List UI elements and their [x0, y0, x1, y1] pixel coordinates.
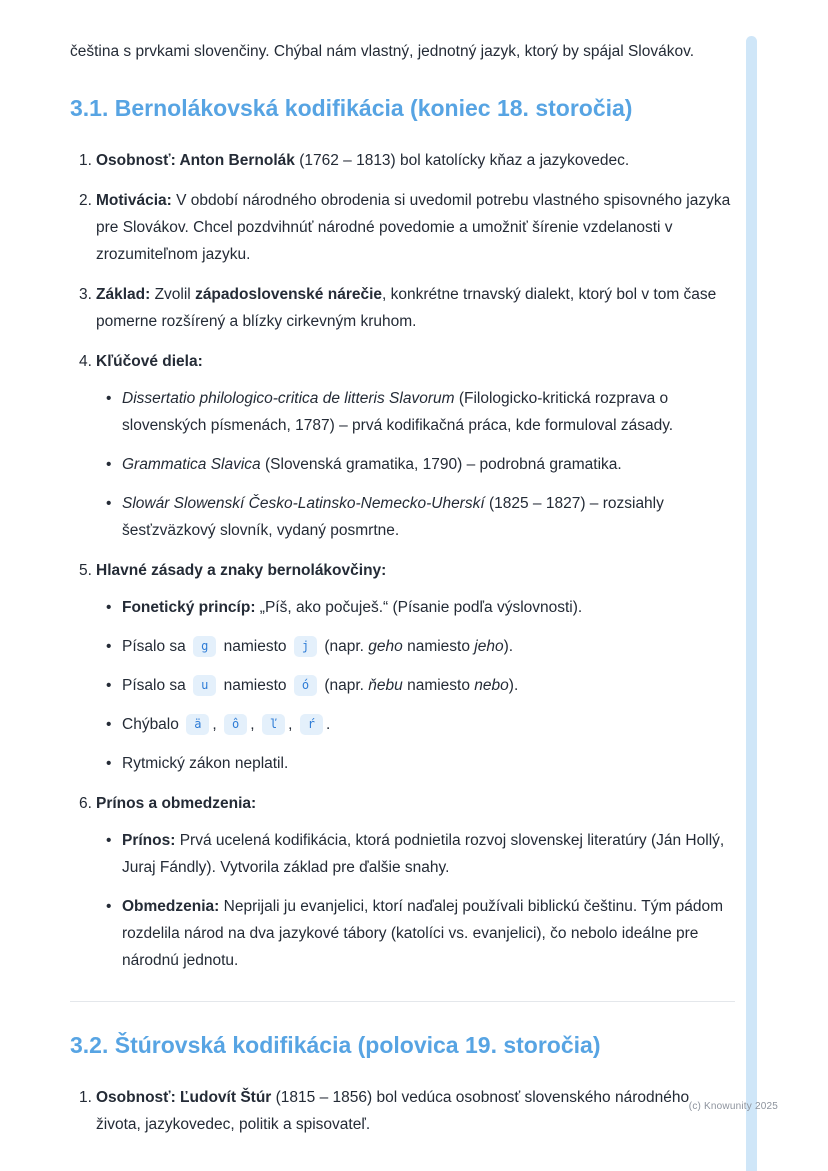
text-segment: Grammatica Slavica — [122, 456, 261, 473]
sub-list-item — [106, 750, 735, 777]
bullet-marker: • — [106, 390, 112, 407]
text-segment: Slowár Slowenskí Česko-Latinsko-Nemecko-Uherskí — [122, 495, 485, 512]
inline-code: ŕ — [300, 714, 323, 735]
intro-paragraph: čeština s prvkami slovenčiny. Chýbal nám vlastný, jednotný jazyk, ktorý by spájal Slovákov. — [70, 43, 694, 60]
list-item-text — [96, 1084, 735, 1138]
list-item — [70, 187, 735, 268]
text-segment: Písalo sa — [122, 677, 191, 694]
text-segment: Kľúčové diela: — [96, 353, 203, 370]
sub-list-item — [106, 490, 735, 544]
text-segment: „Píš, ako počuješ.“ (Písanie podľa výslovnosti). — [255, 599, 583, 616]
text-segment: Prínos: — [122, 832, 176, 849]
bullet-marker: • — [106, 495, 112, 512]
text-segment: Fonetický princíp: — [122, 599, 256, 616]
bullet-marker: • — [106, 638, 112, 655]
text-segment: Dissertatio philologico-critica de litteris Slavorum — [122, 390, 455, 407]
text-segment: Neprijali ju evanjelici, ktorí naďalej používali biblickú češtinu. Tým pádom rozdelila národ na dva jazykové tábory (katolíci vs. evanjelici), čo nebolo ideálne pre národnú jednotu. — [122, 898, 724, 969]
sub-list-item — [106, 594, 735, 621]
text-segment: namiesto — [219, 638, 291, 655]
bullet-marker: • — [106, 456, 112, 473]
inline-code: ó — [294, 675, 317, 696]
text-segment: Obmedzenia: — [122, 898, 220, 915]
list-number: 1. — [79, 152, 92, 169]
text-segment: západoslovenské nárečie — [195, 286, 383, 303]
sub-list-item-text — [122, 594, 735, 621]
list-item — [70, 147, 735, 174]
sub-list — [96, 594, 735, 777]
list-number: 3. — [79, 286, 92, 303]
copyright-footer: (c) Knowunity 2025 — [688, 1101, 778, 1112]
text-segment: Písalo sa — [122, 638, 191, 655]
inline-code: ô — [224, 714, 247, 735]
text-segment: , — [288, 716, 297, 733]
text-segment: nebo — [474, 677, 509, 694]
text-segment: Hlavné zásady a znaky bernolákovčiny: — [96, 562, 387, 579]
sub-list-item — [106, 672, 735, 699]
list-item-body — [96, 1084, 735, 1138]
list-item-body — [96, 147, 735, 174]
text-segment: . — [326, 716, 331, 733]
text-segment: Prínos a obmedzenia: — [96, 795, 257, 812]
section-3-1-heading: 3.1. Bernolákovská kodifikácia (koniec 18. storočia) — [70, 95, 633, 121]
sub-list-item-text — [122, 672, 735, 699]
sub-list-item-text — [122, 711, 735, 738]
list-item — [70, 1084, 735, 1138]
text-segment: , — [250, 716, 259, 733]
text-segment: ). — [503, 638, 514, 655]
sub-list-item-text — [122, 893, 735, 974]
sub-list-item-text — [122, 490, 735, 544]
sub-list-item-text — [122, 633, 735, 660]
sub-list-item-text — [122, 750, 735, 777]
section-3-2-heading: 3.2. Štúrovská kodifikácia (polovica 19. storočia) — [70, 1032, 601, 1058]
text-segment: Chýbalo — [122, 716, 184, 733]
text-segment: geho — [368, 638, 403, 655]
sub-list — [96, 385, 735, 544]
sub-list-item — [106, 893, 735, 974]
text-segment: namiesto — [402, 677, 475, 694]
section-3-2-list — [70, 1084, 735, 1138]
sub-list-item-text — [122, 385, 735, 439]
list-number: 6. — [79, 795, 92, 812]
text-segment: Motivácia: — [96, 192, 172, 209]
list-item-body — [96, 790, 735, 974]
inline-code: g — [193, 636, 216, 657]
section-3-1-list — [70, 147, 735, 974]
bullet-marker: • — [106, 677, 112, 694]
sub-list-item — [106, 451, 735, 478]
list-item-text — [96, 147, 735, 174]
section-divider — [70, 1001, 735, 1002]
list-item-text — [96, 348, 735, 375]
list-item-text — [96, 187, 735, 268]
text-segment: namiesto — [219, 677, 291, 694]
sub-list-item — [106, 827, 735, 881]
list-item-text — [96, 790, 735, 817]
list-item — [70, 790, 735, 974]
list-number: 4. — [79, 353, 92, 370]
list-item-text — [96, 281, 735, 335]
text-segment: Zvolil — [150, 286, 196, 303]
list-item — [70, 281, 735, 335]
text-segment: (Slovenská gramatika, 1790) – podrobná gramatika. — [260, 456, 622, 473]
sub-list-item — [106, 711, 735, 738]
bullet-marker: • — [106, 832, 112, 849]
text-segment: (Filologicko-kritická rozprava o slovenských písmenách, 1787) – prvá kodifikačná práca, kde formuloval zásady. — [122, 390, 674, 434]
text-segment: ňebu — [368, 677, 403, 694]
text-segment: , — [212, 716, 222, 733]
text-segment: (1762 – 1813) bol katolícky kňaz a jazykovedec. — [294, 152, 630, 169]
text-segment: V období národného obrodenia si uvedomil potrebu vlastného spisovného jazyka pre Slovákov. Chcel pozdvihnúť národné povedomie a umožniť šírenie vzdelanosti v zrozumiteľnom jazyku. — [96, 192, 731, 263]
bullet-marker: • — [106, 898, 112, 915]
list-number: 2. — [79, 192, 92, 209]
list-number: 1. — [79, 1089, 92, 1106]
list-item-text — [96, 557, 735, 584]
list-item-body — [96, 187, 735, 268]
list-item-body — [96, 557, 735, 777]
bullet-marker: • — [106, 599, 112, 616]
text-segment: Základ: — [96, 286, 151, 303]
text-segment: (1815 – 1856) bol vedúca osobnosť slovenského národného života, jazykovedec, politik a spisovateľ. — [96, 1089, 690, 1133]
text-segment: (napr. — [320, 677, 369, 694]
sub-list-item — [106, 633, 735, 660]
text-segment: (napr. — [320, 638, 369, 655]
text-segment: namiesto — [402, 638, 475, 655]
text-segment: Osobnosť: Anton Bernolák — [96, 152, 295, 169]
text-segment: Prvá ucelená kodifikácia, ktorá podnietila rozvoj slovenskej literatúry (Ján Hollý, Juraj Fándly). Vytvorila základ pre ďalšie snahy. — [122, 832, 725, 876]
list-item-body — [96, 348, 735, 544]
inline-code: j — [294, 636, 317, 657]
sub-list — [96, 827, 735, 974]
text-segment: Rytmický zákon neplatil. — [122, 755, 289, 772]
list-item-body — [96, 281, 735, 335]
bullet-marker: • — [106, 755, 112, 772]
list-item — [70, 557, 735, 777]
bullet-marker: • — [106, 716, 112, 733]
inline-code: ľ — [262, 714, 285, 735]
list-number: 5. — [79, 562, 92, 579]
sub-list-item-text — [122, 827, 735, 881]
sub-list-item — [106, 385, 735, 439]
text-segment: , konkrétne trnavský dialekt, ktorý bol v tom čase pomerne rozšírený a blízky cirkevným kruhom. — [96, 286, 717, 330]
sub-list-item-text — [122, 451, 735, 478]
text-segment: jeho — [474, 638, 504, 655]
inline-code: ä — [186, 714, 209, 735]
text-segment: (1825 – 1827) – rozsiahly šesťzväzkový slovník, vydaný posmrtne. — [122, 495, 664, 539]
inline-code: u — [193, 675, 216, 696]
text-segment: ). — [508, 677, 519, 694]
list-item — [70, 348, 735, 544]
text-segment: Osobnosť: Ľudovít Štúr — [96, 1089, 272, 1106]
